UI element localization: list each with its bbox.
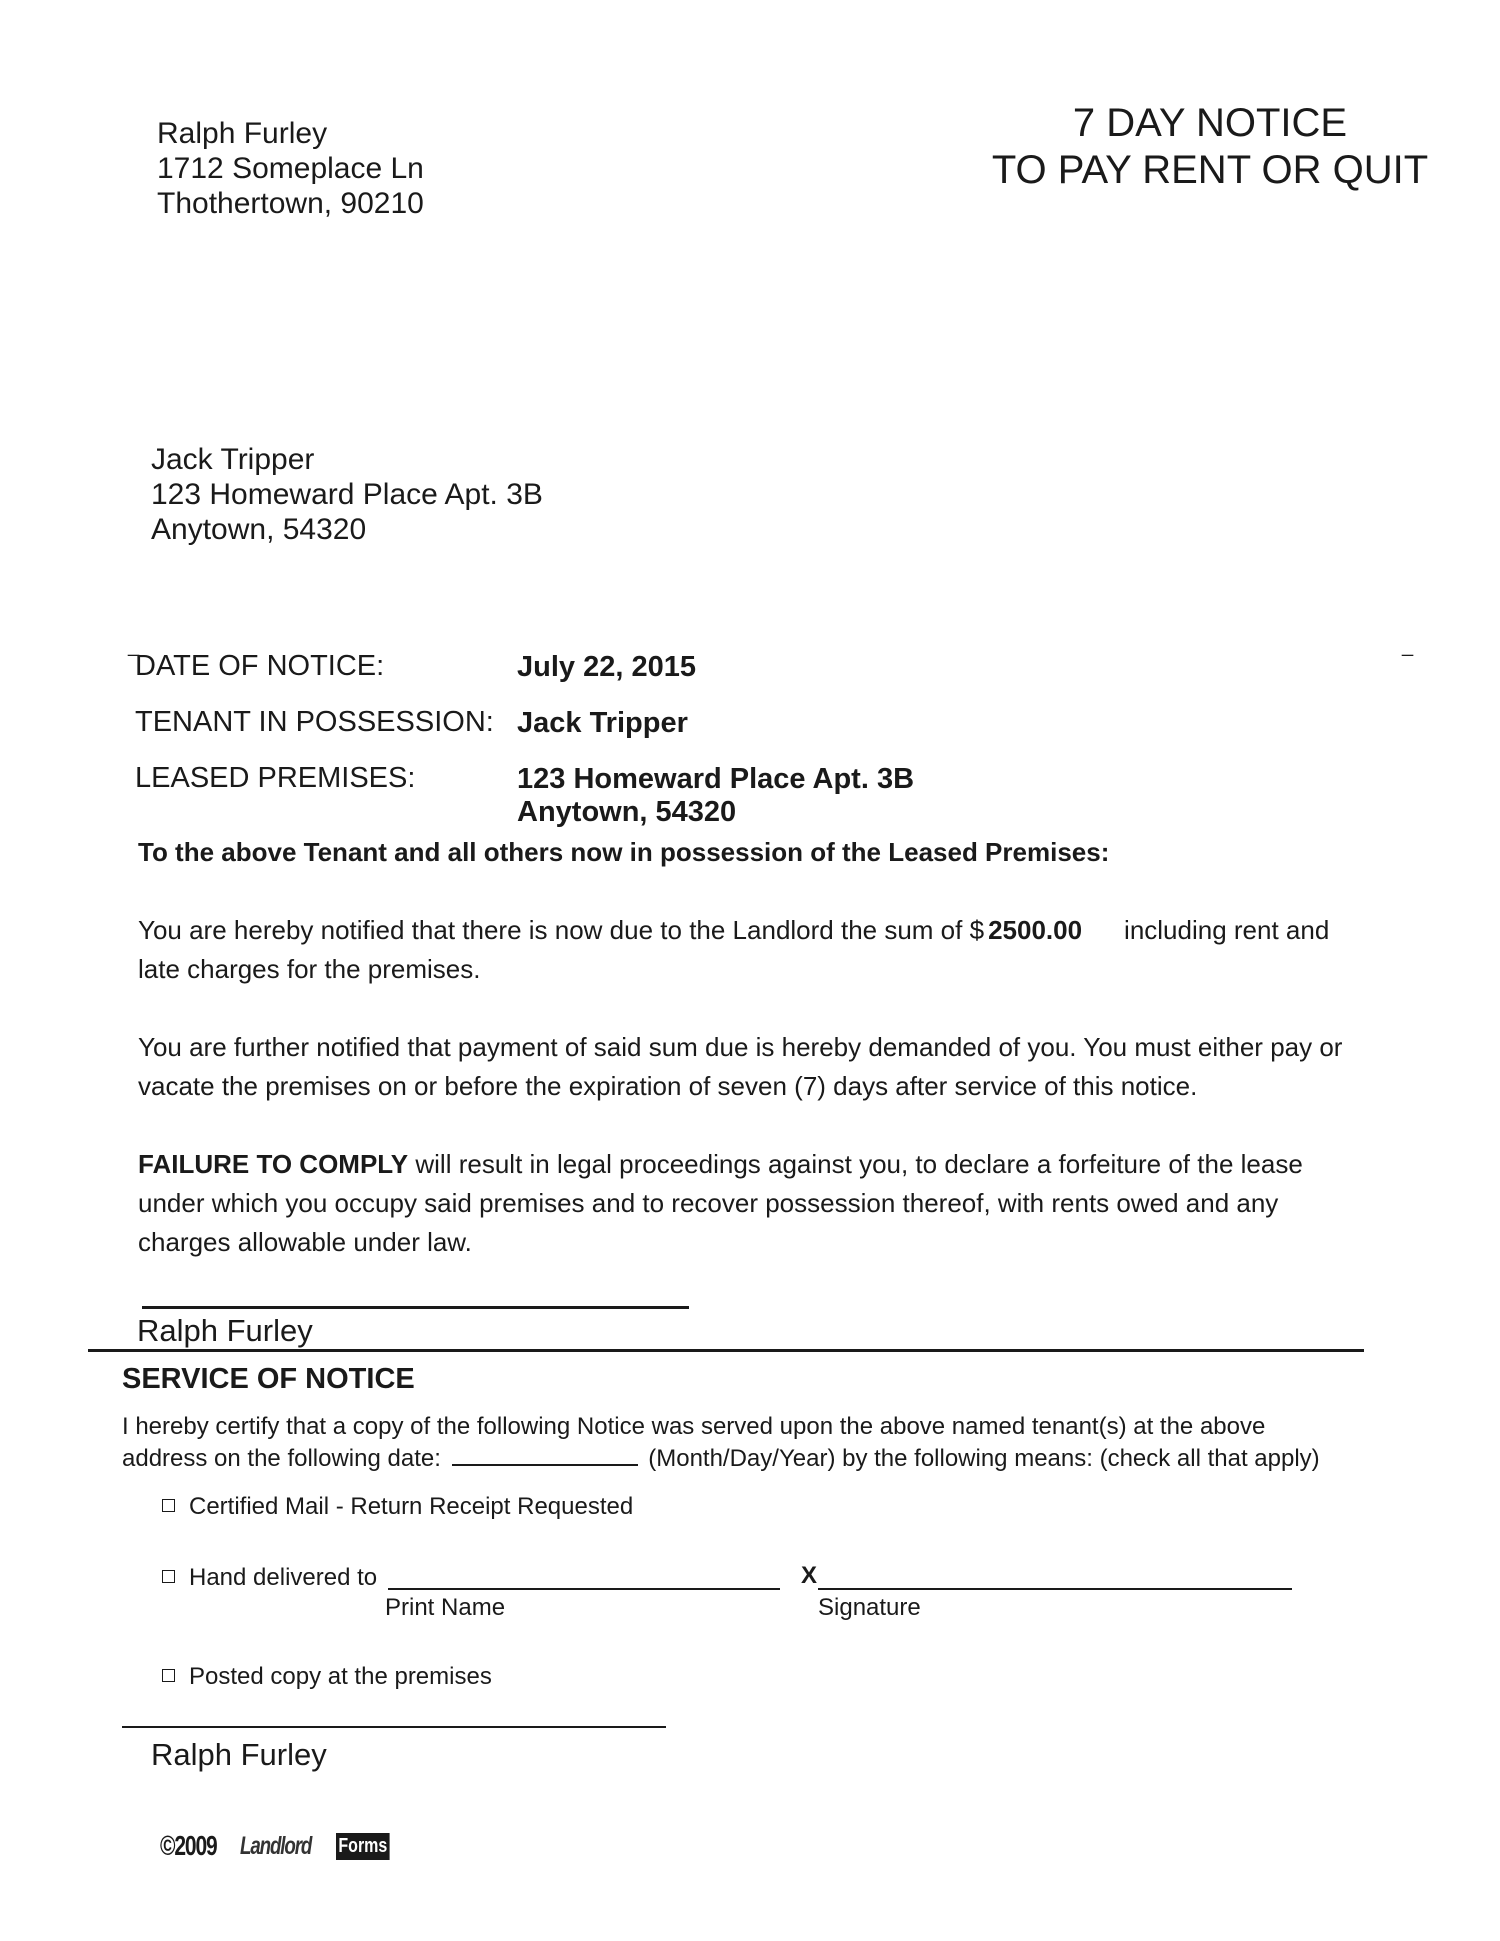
- signature-line-2: [122, 1726, 666, 1728]
- service-date-field[interactable]: [452, 1442, 638, 1466]
- print-name-label: Print Name: [385, 1594, 506, 1621]
- signature-line-service[interactable]: [818, 1588, 1292, 1590]
- service-certify-line1: I hereby certify that a copy of the following Notice was served upon the above named tenant(s) at the above: [122, 1413, 1266, 1440]
- landlord-name: Ralph Furley: [157, 117, 328, 150]
- copyright-mark: ©2009: [160, 1830, 217, 1861]
- hand-delivered-checkbox[interactable]: [162, 1570, 175, 1583]
- signature-label: Signature: [818, 1594, 921, 1621]
- paragraph-demand: You are further notified that payment of said sum due is hereby demanded of you. You must either pay or vacate the premises on or before the expiration of seven (7) days after service of this notice.: [138, 1032, 1343, 1101]
- fold-mark-left: _: [128, 635, 140, 657]
- tenant-address: [151, 442, 543, 547]
- leased-premises-line2: Anytown, 54320: [517, 796, 737, 828]
- service-certify-line2: [122, 1442, 1320, 1474]
- signature-line-1: [142, 1306, 689, 1309]
- service-date-tail: (Month/Day/Year) by the following means: (check all that apply): [648, 1445, 1320, 1472]
- landlord-street: 1712 Someplace Ln: [157, 152, 424, 185]
- leased-premises-label: LEASED PREMISES:: [135, 762, 416, 794]
- tenant-in-possession-label: TENANT IN POSSESSION:: [135, 706, 494, 738]
- addressee-line: To the above Tenant and all others now in possession of the Leased Premises:: [138, 837, 1110, 867]
- leased-premises-line1: 123 Homeward Place Apt. 3B: [517, 763, 915, 795]
- tenant-in-possession-value: Jack Tripper: [517, 707, 688, 739]
- notice-title: [930, 100, 1490, 194]
- option-posted-copy: [162, 1662, 492, 1692]
- brand-name: Landlord: [240, 1831, 312, 1860]
- paragraph-amount-lead: You are hereby notified that there is now due to the Landlord the sum of $: [138, 915, 985, 945]
- print-name-line[interactable]: [388, 1588, 780, 1590]
- option-hand-delivered: [162, 1563, 377, 1593]
- signer-name-1: Ralph Furley: [137, 1313, 313, 1348]
- posted-copy-checkbox[interactable]: [162, 1669, 175, 1682]
- fold-mark-right: _: [1402, 635, 1414, 657]
- section-divider: [88, 1349, 1364, 1352]
- tenant-city: Anytown, 54320: [151, 513, 367, 546]
- failure-to-comply-text: will result in legal proceedings against you, to declare a forfeiture of the lease under which you occupy said premises and to recover possession thereof, with rents owed and any charges allowable under law.: [138, 1149, 1303, 1257]
- signature-x-mark: X: [801, 1562, 818, 1589]
- posted-copy-label: Posted copy at the premises: [189, 1663, 492, 1690]
- failure-to-comply-emphasis: FAILURE TO COMPLY: [138, 1149, 409, 1179]
- date-of-notice-label: DATE OF NOTICE:: [135, 650, 385, 682]
- amount-due: 2500.00: [988, 915, 1083, 945]
- service-date-lead: address on the following date:: [122, 1445, 441, 1472]
- tenant-street: 123 Homeward Place Apt. 3B: [151, 478, 543, 511]
- leased-premises-value: [517, 763, 914, 829]
- tenant-name: Jack Tripper: [151, 443, 315, 476]
- landlord-city: Thothertown, 90210: [157, 187, 424, 220]
- service-of-notice-title: SERVICE OF NOTICE: [122, 1363, 415, 1395]
- notice-title-line1: 7 DAY NOTICE: [1072, 101, 1348, 145]
- brand-forms-badge: Forms: [336, 1833, 390, 1860]
- landlord-address: [157, 116, 424, 221]
- paragraph-amount-tail: including rent and late charges for the premises.: [138, 915, 1330, 984]
- paragraph-amount-due: [138, 911, 1368, 989]
- hand-delivered-label: Hand delivered to: [189, 1564, 378, 1591]
- paragraph-failure-to-comply: [138, 1145, 1368, 1262]
- date-of-notice-value: July 22, 2015: [517, 651, 696, 683]
- certified-mail-checkbox[interactable]: [162, 1499, 175, 1512]
- notice-title-line2: TO PAY RENT OR QUIT: [991, 148, 1429, 192]
- signer-name-2: Ralph Furley: [151, 1737, 327, 1772]
- option-certified-mail: [162, 1492, 633, 1522]
- certified-mail-label: Certified Mail - Return Receipt Requested: [189, 1493, 634, 1520]
- landlord-forms-logo: [160, 1830, 403, 1862]
